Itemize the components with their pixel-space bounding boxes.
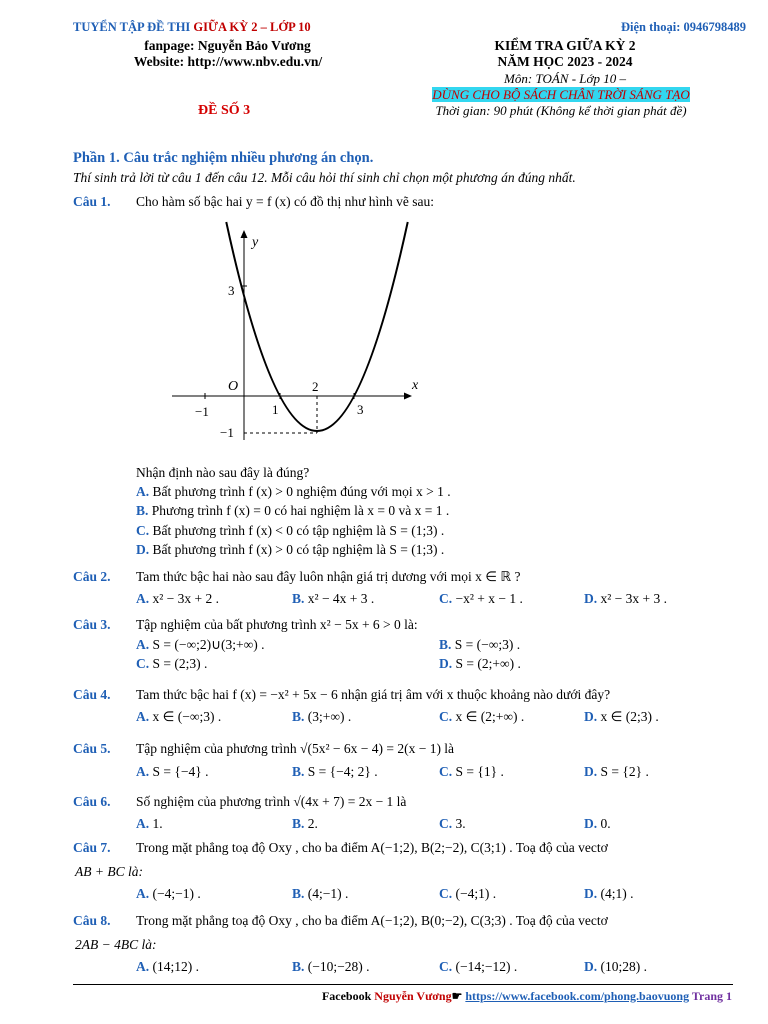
question-7-option-b: B. (4;−1) . [292, 886, 349, 901]
question-8-vector-expression: 2AB − 4BC là: [75, 937, 157, 952]
question-1-option-d: D. Bất phương trình f (x) > 0 có tập nghiệm là S = (1;3) . [136, 542, 445, 557]
question-2-option-c: C. −x² + x − 1 . [439, 591, 523, 606]
duration: Thời gian: 90 phút (Không kể thời gian phát đề) [435, 103, 687, 118]
question-5-label: Câu 5. [73, 741, 111, 756]
question-6-option-b: B. 2. [292, 816, 318, 831]
question-6-label: Câu 6. [73, 794, 111, 809]
question-1-prompt: Nhận định nào sau đây là đúng? [136, 465, 310, 480]
parabola-graph [170, 222, 419, 444]
label-x-1: 1 [272, 402, 279, 417]
question-1-text: Cho hàm số bậc hai y = f (x) có đồ thị như hình vẽ sau: [136, 194, 435, 209]
question-5-option-c: C. S = {1} . [439, 764, 504, 779]
question-4-option-c: C. x ∈ (2;+∞) . [439, 709, 525, 724]
collection-title [73, 20, 311, 35]
question-1-option-c: C. Bất phương trình f (x) < 0 có tập nghiệm là S = (1;3) . [136, 523, 445, 538]
question-2-option-a: A. x² − 3x + 2 . [136, 591, 220, 606]
section-title: Phần 1. Câu trắc nghiệm nhiều phương án chọn. [73, 150, 374, 166]
book-series-highlight: DÙNG CHO BỘ SÁCH CHÂN TRỜI SÁNG TẠO [432, 87, 690, 102]
page-number: Trang 1 [689, 989, 732, 1003]
question-6-option-a: A. 1. [136, 816, 163, 831]
question-5-option-d: D. S = {2} . [584, 764, 649, 779]
question-5-text: Tập nghiệm của phương trình √(5x² − 6x − 4) = 2(x − 1) là [136, 741, 455, 756]
school-year: NĂM HỌC 2023 - 2024 [497, 54, 633, 69]
y-axis-label: y [252, 235, 259, 250]
question-7-option-d: D. (4;1) . [584, 886, 634, 901]
footer [322, 989, 732, 1004]
question-8-label: Câu 8. [73, 913, 111, 928]
question-4-label: Câu 4. [73, 687, 111, 702]
question-1-option-a: A. Bất phương trình f (x) > 0 nghiệm đúng với mọi x > 1 . [136, 484, 451, 499]
fanpage: fanpage: Nguyễn Bảo Vương [144, 38, 311, 53]
website: Website: http://www.nbv.edu.vn/ [133, 54, 323, 69]
phone-number: Điện thoại: 0946798489 [621, 20, 746, 34]
y-axis-arrow [241, 230, 248, 238]
pointing-hand-icon: ☛ [451, 989, 466, 1003]
label-x-neg1: −1 [195, 404, 209, 419]
question-3-option-d: D. S = (2;+∞) . [439, 656, 521, 671]
exam-number: ĐỀ SỐ 3 [198, 103, 251, 118]
x-axis-arrow [404, 393, 412, 400]
question-7-label: Câu 7. [73, 840, 111, 855]
question-3-option-b: B. S = (−∞;3) . [439, 637, 521, 652]
collection-prefix: TUYỂN TẬP ĐỀ THI [73, 20, 194, 34]
label-x-2: 2 [312, 379, 319, 394]
collection-highlight: GIỮA KỲ 2 – LỚP 10 [193, 20, 311, 34]
question-5-option-a: A. S = {−4} . [136, 764, 209, 779]
question-2-label: Câu 2. [73, 569, 111, 584]
footer-author-name: Nguyễn Vương [374, 989, 452, 1003]
label-x-3: 3 [357, 402, 364, 417]
parabola-curve [226, 222, 407, 431]
question-2-option-b: B. x² − 4x + 3 . [292, 591, 375, 606]
question-3-option-a: A. S = (−∞;2)∪(3;+∞) . [136, 637, 265, 652]
question-7-vector-expression: AB + BC là: [75, 864, 143, 879]
x-axis-label: x [412, 378, 419, 393]
question-8-option-d: D. (10;28) . [584, 959, 647, 974]
question-8-option-b: B. (−10;−28) . [292, 959, 370, 974]
question-6-option-c: C. 3. [439, 816, 466, 831]
footer-divider [73, 984, 733, 985]
section-instruction: Thí sinh trả lời từ câu 1 đến câu 12. Mỗi câu hỏi thí sinh chỉ chọn một phương án đúng nhất. [73, 170, 576, 185]
footer-facebook-link[interactable]: https://www.facebook.com/phong.baovuong [465, 989, 690, 1003]
question-1-label: Câu 1. [73, 194, 111, 209]
question-1-option-b: B. Phương trình f (x) = 0 có hai nghiệm là x = 0 và x = 1 . [136, 503, 450, 518]
question-2-text: Tam thức bậc hai nào sau đây luôn nhận giá trị dương với mọi x ∈ ℝ ? [136, 569, 521, 584]
question-3-text: Tập nghiệm của bất phương trình x² − 5x + 6 > 0 là: [136, 617, 418, 632]
origin-label: O [228, 379, 239, 394]
question-2-option-d: D. x² − 3x + 3 . [584, 591, 668, 606]
subject-line: Môn: TOÁN - Lớp 10 – [504, 71, 626, 86]
question-6-text: Số nghiệm của phương trình √(4x + 7) = 2x − 1 là [136, 794, 407, 809]
question-8-option-c: C. (−14;−12) . [439, 959, 518, 974]
question-6-option-d: D. 0. [584, 816, 611, 831]
question-8-option-a: A. (14;12) . [136, 959, 199, 974]
question-4-option-a: A. x ∈ (−∞;3) . [136, 709, 222, 724]
question-4-text: Tam thức bậc hai f (x) = −x² + 5x − 6 nhận giá trị âm với x thuộc khoảng nào dưới đây? [136, 687, 611, 702]
question-4-option-b: B. (3;+∞) . [292, 709, 352, 724]
footer-facebook-label: Facebook [321, 989, 375, 1003]
question-8-text: Trong mặt phẳng toạ độ Oxy , cho ba điểm A(−1;2), B(0;−2), C(3;3) . Toạ độ của vectơ [136, 913, 608, 928]
question-5-option-b: B. S = {−4; 2} . [292, 764, 378, 779]
exam-title: KIỂM TRA GIỮA KỲ 2 [494, 38, 636, 53]
question-7-option-c: C. (−4;1) . [439, 886, 497, 901]
question-7-option-a: A. (−4;−1) . [136, 886, 201, 901]
question-3-option-c: C. S = (2;3) . [136, 656, 208, 671]
question-7-text: Trong mặt phẳng toạ độ Oxy , cho ba điểm A(−1;2), B(2;−2), C(3;1) . Toạ độ của vectơ [136, 840, 608, 855]
label-y-3: 3 [228, 283, 235, 298]
question-3-label: Câu 3. [73, 617, 111, 632]
label-y-neg1: −1 [220, 425, 234, 440]
question-4-option-d: D. x ∈ (2;3) . [584, 709, 659, 724]
